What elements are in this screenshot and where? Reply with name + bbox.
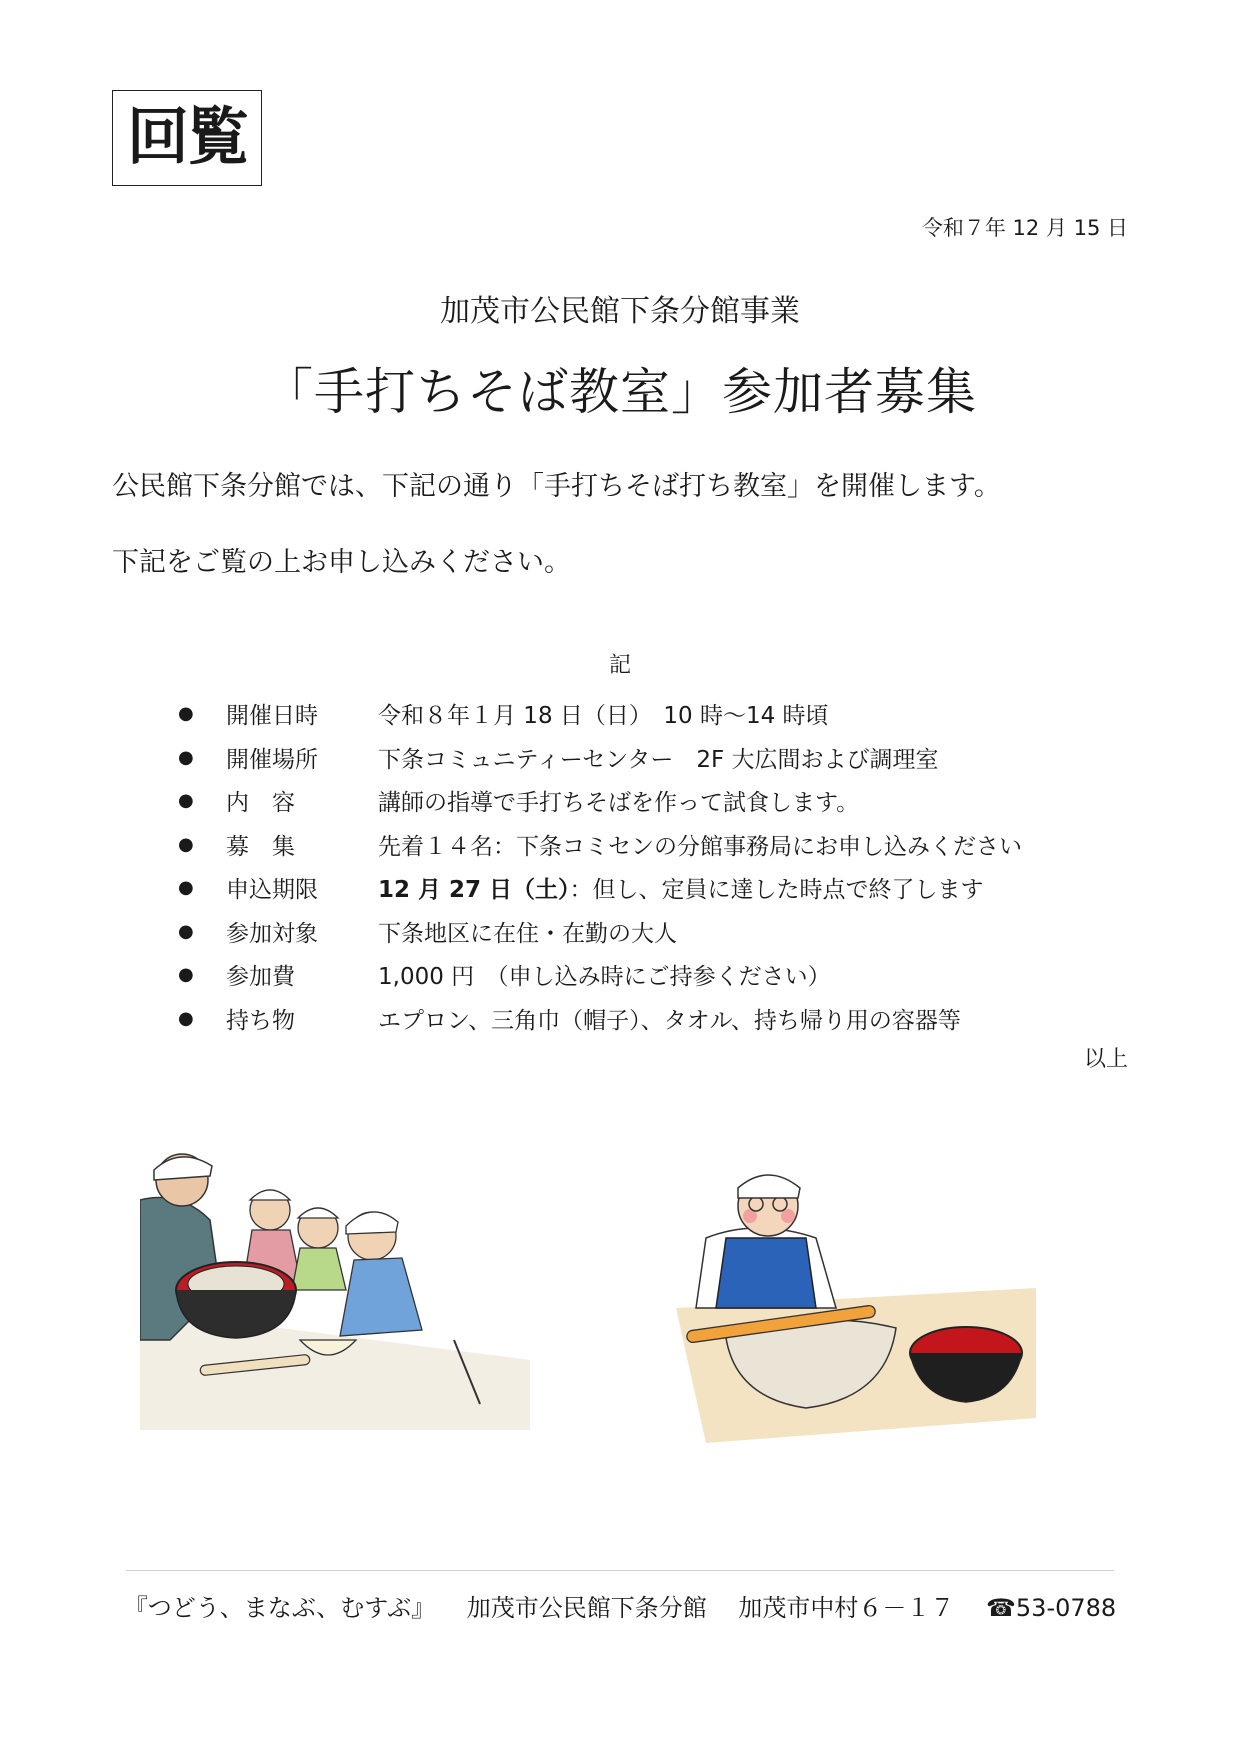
ki-heading: 記 xyxy=(608,653,631,678)
item-value xyxy=(378,871,984,904)
page-title: 「手打ちそば教室」参加者募集 xyxy=(263,363,977,421)
list-item xyxy=(178,997,1022,1041)
bullet-icon: ● xyxy=(178,964,194,986)
list-item xyxy=(178,823,1022,867)
list-item xyxy=(178,866,1022,910)
ijo-closing: 以上 xyxy=(1083,1047,1128,1072)
deadline-date: 12 月 27 日（土） xyxy=(378,877,570,904)
event-details-list xyxy=(178,692,1022,1040)
item-label: 開催場所 xyxy=(226,746,318,773)
list-item xyxy=(178,692,1022,736)
footer-address: 加茂市中村６－１７ xyxy=(738,1594,955,1622)
list-item xyxy=(178,910,1022,954)
item-value: 講師の指導で手打ちそばを作って試食します。 xyxy=(378,790,860,817)
circulation-stamp: 回覧 xyxy=(112,90,262,186)
soba-class-illustration xyxy=(140,1140,530,1430)
item-label: 募 集 xyxy=(226,833,295,860)
item-value: エプロン、三角巾（帽子）、タオル、持ち帰り用の容器等 xyxy=(378,1007,961,1034)
item-label: 持ち物 xyxy=(226,1007,295,1034)
bullet-icon: ● xyxy=(178,1007,194,1029)
bullet-icon: ● xyxy=(178,920,194,942)
intro-text-2: 下記をご覧の上お申し込みください。 xyxy=(112,547,571,578)
list-item xyxy=(178,736,1022,780)
item-label: 参加対象 xyxy=(226,920,318,947)
intro-text: 公民館下条分館では、下記の通り「手打ちそば打ち教室」を開催します。 xyxy=(112,471,1001,502)
bullet-icon: ● xyxy=(178,833,194,855)
footer xyxy=(0,1588,1240,1623)
item-label: 申込期限 xyxy=(226,877,318,904)
item-value: 令和８年１月 18 日（日） 10 時～14 時頃 xyxy=(378,703,829,730)
list-item xyxy=(178,779,1022,823)
organizer-line: 加茂市公民館下条分館事業 xyxy=(440,294,800,329)
bullet-icon: ● xyxy=(178,877,194,899)
footer-org-name: 加茂市公民館下条分館 xyxy=(466,1594,707,1622)
item-value: 1,000 円 （申し込み時にご持参ください） xyxy=(378,964,831,991)
item-value: 下条コミュニティーセンター 2F 大広間および調理室 xyxy=(378,746,939,773)
list-item xyxy=(178,953,1022,997)
footer-slogan: 『つどう、まなぶ、むすぶ』 xyxy=(123,1594,436,1622)
item-value: 先着１４名：下条コミセンの分館事務局にお申し込みください xyxy=(378,833,1022,860)
item-label: 開催日時 xyxy=(226,703,318,730)
issue-date: 令和７年 12 月 15 日 xyxy=(921,216,1128,240)
item-value: 下条地区に在住・在勤の大人 xyxy=(378,920,677,947)
rolling-dough-illustration xyxy=(676,1158,1036,1443)
item-label: 内 容 xyxy=(226,790,295,817)
bullet-icon: ● xyxy=(178,790,194,812)
item-label: 参加費 xyxy=(226,964,295,991)
bullet-icon: ● xyxy=(178,746,194,768)
footer-divider xyxy=(126,1570,1114,1571)
bullet-icon: ● xyxy=(178,703,194,725)
footer-phone: ☎53-0788 xyxy=(986,1594,1117,1622)
deadline-note: ：但し、定員に達した時点で終了します xyxy=(569,877,984,904)
